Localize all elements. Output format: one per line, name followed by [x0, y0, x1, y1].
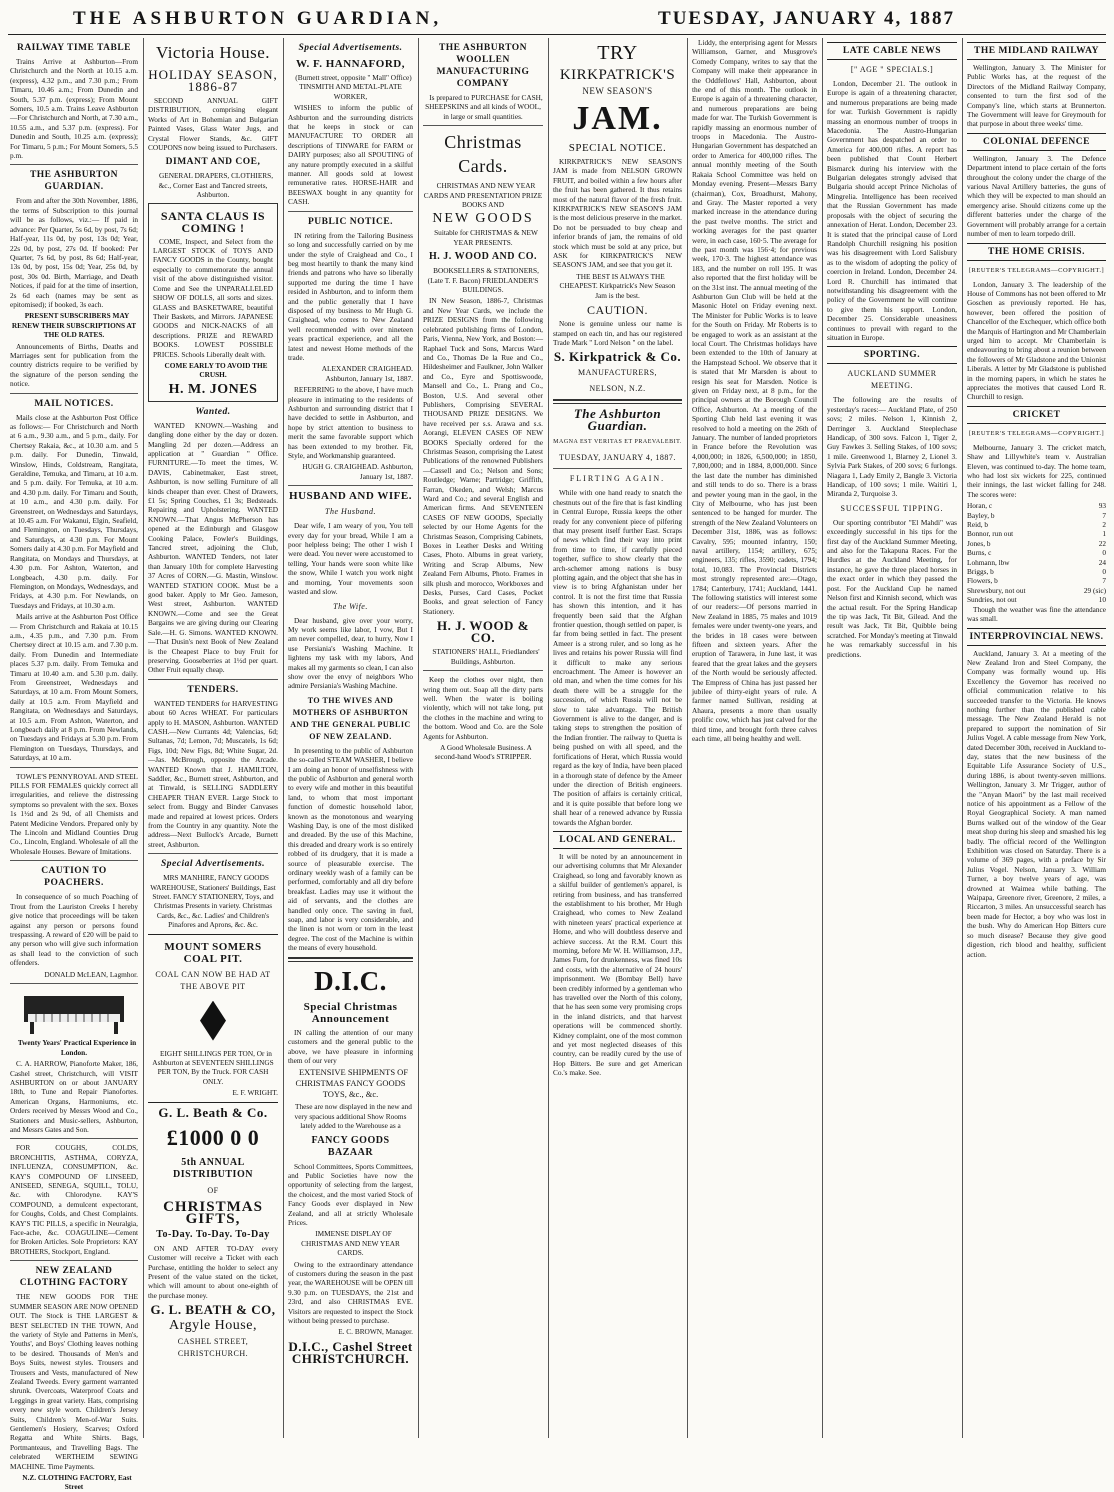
public-notice-signature: ALEXANDER CRAIGHEAD. Ashburton, January 1st, 1887.	[321, 364, 413, 383]
guardian-terms: From and after the 30th November, 1886, the terms of Subscription to this journal will be as follows, viz.:— If paid in advance: Per Quarter, 5s 6d, by post, 7s 6d; Half-year, 11s 0d, by post, 13s 0d; Year, 22s 0d, by post, 27s 0d. If booked: Per Quarter, 7s 6d, by post, 8s 6d; Half-year, 13s 0d, by post, 15s 0d; Year, 25s 0d, by post, 30s 0d. Birth, Marriage, and Death Notices, if paid for at the time of insertion, 2s 6d each (names may be sent as epitomised); if booked, 3s each.	[10, 196, 138, 309]
cards-suitable: Suitable for CHRISTMAS & NEW YEAR PRESENTS.	[434, 228, 538, 247]
score-runs: 2	[1102, 520, 1106, 530]
beath-name: G. L. BEATH & CO,	[150, 1302, 276, 1318]
beath-gifts: CHRISTMAS GIFTS,	[163, 1198, 263, 1227]
paper-date: TUESDAY, JANUARY 4, 1887.	[559, 453, 676, 463]
masthead-title: THE ASHBURTON GUARDIAN,	[72, 8, 443, 29]
hannaford-name: W. F. HANNAFORD,	[296, 58, 405, 70]
divider	[148, 853, 278, 854]
home-heading: THE HOME CRISIS.	[988, 246, 1085, 257]
home-heading-box	[967, 243, 1106, 261]
wife-sub: The Wife.	[333, 601, 368, 611]
manufacturers-label: MANUFACTURERS,	[577, 368, 658, 378]
score-row	[967, 595, 1106, 604]
husband-sub: The Husband.	[325, 507, 376, 517]
santa-crush: COME EARLY TO AVOID THE CRUSH.	[164, 360, 268, 380]
sporting-heading-box	[827, 346, 957, 364]
caution-text: None is genuine unless our name is stamped on each tin, and has our registered Trade Mark " Lord Nelson " on the label.	[553, 319, 682, 347]
dic-footer: D.I.C., Cashel Street CHRISTCHURCH.	[288, 1338, 413, 1366]
piano-illustration	[10, 988, 138, 1036]
local-heading-box	[553, 831, 682, 849]
score-name: Jones, b	[967, 538, 991, 548]
sporting-sub: AUCKLAND SUMMER MEETING.	[847, 369, 937, 391]
dic-immense: IMMENSE DISPLAY OF CHRISTMAS AND NEW YEAR CARDS.	[301, 1229, 400, 1258]
referring-text: REFERRING to the above, I have much pleasure in intimating to the residents of Ashburton and surrounding district that I have decided to settle in Ashburton, and hope by strict attention to business to merit the same favorable support which has been extended to my brother. Fit, Style, and Workmanship guaranteed.	[288, 385, 413, 461]
coal-diamond-icon	[200, 1001, 226, 1041]
towle-advert: TOWLE'S PENNYROYAL AND STEEL PILLS FOR FEMALES quickly correct all irregularities, and relieve the distressing symptoms so prevalent with the sex. Boxes 1s 1½d and 2s 9d, of all Chemists and Patent Medicine Vendors. Prepared only by The Lincoln and Midland Counties Drug Co., Lincoln, England. Wholesale of all the Wholesale Houses. Beware of Imitations.	[10, 771, 138, 856]
midland-heading: THE MIDLAND RAILWAY	[974, 46, 1099, 56]
column-7	[827, 38, 957, 1438]
cards-new-goods: NEW GOODS	[432, 211, 534, 227]
score-name: Sundries, not out	[967, 595, 1017, 605]
score-name: Lohmann, lbw	[967, 557, 1010, 567]
score-row	[967, 539, 1106, 548]
column-1	[10, 38, 138, 1492]
woollen-title: THE ASHBURTON WOOLLEN MANUFACTURING COMPANY	[436, 43, 530, 89]
dic-special: Special Christmas Announcement	[303, 1000, 398, 1025]
score-name: Briggs, b	[967, 567, 994, 577]
score-name: Reid, b	[967, 520, 989, 530]
beath-annual: 5th ANNUAL DISTRIBUTION	[173, 1156, 253, 1180]
score-name: Shrewsbury, not out	[967, 585, 1026, 595]
score-row	[967, 529, 1106, 538]
score-runs: 24	[1098, 557, 1106, 567]
husband-heading: HUSBAND AND WIFE.	[289, 490, 412, 503]
cricket-heading: CRICKET	[1012, 409, 1061, 420]
guardian-heading: THE ASHBURTON GUARDIAN.	[29, 170, 119, 193]
clothing-text: THE NEW GOODS FOR THE SUMMER SEASON ARE NOW OPENED OUT. The Stock is THE LARGEST & BEST SELECTED IN THE TOWN, And the variety of Style and Patterns in Men's, Youths', and Boys' Clothing leaves nothing to be desired. Thousands of Men's and Boys Suits, newest styles. Trousers and Trousers and Vests, manufactured of New Zealand Tweeds. Every garment warranted shrunk. Overcoats, Waterproof Coats and Leggings in great variety. Hats, comprising every new style worn. Children's Jersey Suits, Children's Men-of-War Suits. Gentlemen's Hosiery, Scarves; Oxford Regatta and White Shirts. Bags, Portmanteaus, and Travelling Bags. The celebrated WERTHEIM SEWING MACHINE. Time Payments.	[10, 1292, 138, 1471]
midland-heading-box	[967, 42, 1106, 60]
diment-sub: GENERAL DRAPERS, CLOTHIERS, &c., Corner East and Tancred streets, Ashburton.	[158, 171, 274, 200]
piano-caption: Twenty Years' Practical Experience in London.	[17, 1038, 137, 1057]
coalpit-title: MOUNT SOMERS COAL PIT.	[164, 940, 262, 965]
divider	[10, 393, 138, 394]
column-rule	[418, 38, 419, 1438]
divider	[553, 399, 682, 404]
dic-title: D.I.C.	[314, 965, 387, 996]
beath-text: ON AND AFTER TO-DAY every Customer will receive a Ticket with each Purchase, entitling the holder to select any Present of the value stated on the ticket, which will amount to about one-eighth of the purchase money.	[148, 1243, 278, 1300]
score-runs: 7	[1102, 510, 1106, 520]
column-3	[288, 38, 413, 1438]
score-runs: 22	[1098, 538, 1106, 548]
directions-text: Keep the clothes over night, then wring them out. Soap all the dirty parts well. When the water is boiling violently, which will not take long, put the clothes in the machine and wring to the bottom. Wood and Co. are the Sole Agents for Ashburton.	[423, 675, 543, 741]
beath-amount: £1000 0 0	[166, 1124, 260, 1150]
home-sub: [REUTER'S TELEGRAMS—COPYRIGHT.]	[968, 266, 1105, 274]
column-rule	[143, 38, 144, 1438]
ads-footer: A Good Wholesale Business. A second-hand Wood's STRIPPER.	[434, 742, 532, 762]
score-row	[967, 576, 1106, 585]
sporting-heading: SPORTING.	[863, 350, 921, 361]
wives-text: In presenting to the public of Ashburton the so-called STEAM WASHER, I believe I am doing an honor of unselfishness with the public of Ashburton and general worth to every wife and mother in this beautiful land, to whom that most important function of domestic household labor, known as the monotonous and wearying Washing Day, is one of the most disliked and dreaded. By the use of this Machine, this dreaded and dreary work is so entirely robbed of its drudgery, that it is made a source of pleasurable exercise. The ordinary weekly wash of a family can be performed, comfortably and all dry before breakfast. Ladies may use it without the aid of servants, and the clothes are handled only once. The saving in fuel, soap, and labor is very considerable, and the linen is not worn or torn in the least degree. The cost of the Machine is within the means of every household.	[288, 745, 413, 953]
colonial-heading: COLONIAL DEFENCE	[983, 136, 1090, 147]
jones-name: H. M. JONES	[168, 381, 258, 397]
special-notice-heading: SPECIAL NOTICE.	[568, 142, 667, 154]
score-name: Bonnor, run out	[967, 529, 1014, 539]
woollen-text: Is prepared to PURCHASE for CASH, SHEEPSKINS and all kinds of WOOL, in large or small quantities.	[425, 93, 543, 121]
column-6	[692, 38, 817, 1438]
dic-bazaar: FANCY GOODS BAZAAR	[311, 1134, 390, 1158]
holiday-season-title: HOLIDAY SEASON, 1886-87	[148, 67, 278, 94]
argyle-address: CASHEL STREET, CHRISTCHURCH.	[177, 1337, 249, 1359]
mails-arrive-text: Mails arrive at the Ashburton Post Office— From Christchurch and Rakaia at 10.15 a.m., 4.35 p.m., and 7.30 p.m. From Chertsey direct at 10.15 a.m. and 7.30 p.m. daily. From Dunedin and Intermediate places 5.37 p.m. daily. From Temuka and Timaru at 10.40 a.m. and 5.30 p.m. daily. From Greenstreet, Wednesdays and Saturdays, at 10 a.m. From Mount Somers, daily at 10.5 a.m. From Mayfield and Rangitata, on Wednesdays and Saturdays, at 10.5 a.m. From Ashton, Waterton, and Longbeach daily at 8 p.m. From Newlands, on Tuesdays and Fridays at 5.30 p.m. From Flemington on Tuesdays, Thursdays, and Saturdays, at 10 a.m.	[10, 612, 138, 763]
divider	[288, 957, 413, 962]
beath-of: OF	[207, 1185, 219, 1195]
victoria-house-title: Victoria House.	[155, 43, 271, 62]
divider	[10, 1260, 138, 1261]
mail-heading: MAIL NOTICES.	[34, 398, 114, 409]
announcements-text: Announcements of Births, Deaths and Marriages sent for publication from the country districts require to be verified by the signature of the person sending the notice.	[10, 341, 138, 389]
editorial-text: While with one hand ready to snatch the chestnuts out of the fire that is fast kindling in Central Europe, Russia keeps the other ready for any convenient piece of pilfering that may present itself further East. Scraps of news which find their way into print from time to time, if carefully pieced together, suffice to show clearly that the arch-schemer among nations is busy plotting again, and the object that she has in view is to bring Afghanistan under her control. It is not the first time that Russia has shown this intention, and it has frequently been said that the Afghan frontier question, though settled on paper, is far from being settled in fact. The present Ameer is a strong ruler, and so long as he lives and retains his power Russia will find it difficult to make any serious encroachment. The Ameer is however an old man, and when the time comes for his death there will be a struggle for the succession, of which Russia will not be slow to take advantage. The British Government is alive to the danger, and is taking steps to strengthen the position of the Indian frontier. The railway to Quetta is being pushed on with all speed, and the fortifications of Herat, which Russia would regard as the key of India, have been placed in a thorough state of defence by the Ameer under the direction of British engineers. The position of affairs is certainly critical, and it is quite possible that before long we shall hear of a renewed advance by Russia towards the Afghan border.	[553, 488, 682, 827]
cable-sub: [" AGE " SPECIALS.]	[850, 65, 934, 74]
home-text: London, January 3. The leadership of the House of Commons has not been offered to Mr Goschen as previously reported. He has, however, been offered the position of Chancellor of the Exchequer, which office both the Marquis of Hartington and Mr Chamberlain urged him to accept. Mr Chamberlain is endeavouring to bring about a reunion between the followers of Mr Gladstone and the Unionist Liberals. A letter by Mr Gladstone is published in the morning papers, in which he states he appreciates the motives that caused Lord R. Churchill to resign.	[967, 279, 1107, 402]
harrow-advert: C. A. HARROW, Pianoforte Maker, 186, Cashel street, Christchurch, will VISIT ASHBURTON on or about JANUARY 18th, to Tune and Repair Pianofortes. American Organs, Harmoniums, etc. Orders received by Messrs Wood and Co., Stationers and Music-sellers, Ashburton, and Messrs Gates and Son.	[10, 1059, 138, 1134]
santa-text: COME, Inspect, and Select from the LARGEST STOCK of TOYS AND FANCY GOODS in the County, bought especially to commemorate the annual visit of the above distinguished visitor. Come and See the UNPARALLELED SHOW OF DOLLS, all sorts and sizes. GLASS and BASKETWARE, beautiful Their Baskets, and Mirrors. JAPANESE GOODS and NICK-NACKS of all descriptions. PRIZE and REWARD BOOKS. LOWEST POSSIBLE PRICES. Schools Liberally dealt with.	[153, 236, 273, 359]
score-name: Horan, c	[967, 501, 993, 511]
score-name: Bayley, b	[967, 510, 995, 520]
inter-text: Auckland, January 3. At a meeting of the New Zealand Iron and Steel Company, the Company was formally wound up. His Excellency the Governor has received no official communication relative to his succeeded transfer to the Victoria. He knows nothing further than the published cable message. The New Zealand Herald is not prepared to support the nomination of Sir Julius Vogel. A cable message from New York, dated December 30th, received in Auckland to-day, states that the new business of the Equitable Life Assurance Society of U.S., during 1886, is about twenty-seven millions. Wellington, January 3. Mr Trigger, author of the "Anyan Maori" by the last mail received notice of his appointment as a Fellow of the Royal Geographical Society. A man named Burns walked out of the window of the Gear meat shop during his sleep and smashed his leg badly. The official record of the Wellington Exhibition was closed on Saturday. There is a volume of 369 pages, with a preface by Sir Julius Vogel. Nelson, January 3. William Turner, a boy twelve years of age, was drowned at Waimea while bathing. The Waipapa, Greenore river, Greenore, 2 miles, a Riccarton, 3 miles. An unsuccessful search has been made for Hector, a boy who was lost in the bush. Why do American Hop Bitters cure so much disease? Because they give good digestion, rich blood and healthy, sufficient action.	[967, 648, 1106, 959]
kirkpatrick-heading: KIRKPATRICK'S	[559, 67, 676, 83]
wanted-text: WANTED KNOWN.—Washing and dangling done either by the day or dozen. Mangling 2d per dozen.—Address an application at " Guardian " Office. FURNITURE.—To meet the times, W. DAVIS, Cabinetmaker, East street, Ashburton, is now selling Furniture of all kinds cheaper than ever. Chest of Drawers, £1 5s; Spring Couches, £1 3s; Bedsteads. Repairing and Upholstering. WANTED KNOWN.—That Angus McPherson has opened at the Edinburgh and Glasgow Cooking Palace, Fowler's Buildings, Tancred street, adjoining the Club, Ashburton. WANTED Tenders, not later than January 10th for complete Harvesting 37 Acres of CORN.—G. Mastin, Winslow. WANTED STATION COOK. Must be a good baker. Apply to Mr Geo. Jameson, West street, Ashburton. WANTED KNOWN.—Come and see the Great Bargains we are giving during our Clearing Sale.—H. G. Simons. WANTED KNOWN.—That Dusin's next Book of New Zealand is the Cheapest Place to buy Fruit for preserving. Gooseberries at 1½d per quart. Other Fruit equally cheap.	[148, 420, 278, 675]
inter-heading: INTERPROVINCIAL NEWS.	[969, 631, 1104, 642]
tenders-text: WANTED TENDERS for HARVESTING about 60 Acres WHEAT. For particulars apply to H. MASON, Ashburton. WANTED CASH.—New Currants 4d; Valencias, 6d; Sultanas, 7d; Lemon, 7d; Muscatels, 1s 6d; Figs, 10d; New Figs, 8d; White Sugar, 2d.—Jas. McBrough, opposite the Arcade. WANTED Known that J. HAMILTON, Saddler, &c., Burnett street, Ashburton, and at Tinwald, is SELLING SADDLERY CHEAPER THAN EVER. Large Stock to select from. Buggy and Binder Canvases made and repaired at lowest prices. Orders from the Country in any quantity. Note the address—Next Bullock's Arcade, Burnett street, Ashburton.	[148, 698, 278, 849]
dic-text: IN calling the attention of our many customers and the general public to the above, we have pleasure in informing them of our very	[288, 1027, 413, 1065]
cricket-text: Melbourne, January 3. The cricket match, Shaw and Lillywhite's team v. Australian Eleven, was continued to-day. The home team, who had lost six wickets for 225, continued their innings, the last wicket falling for 248. The scores were:	[967, 442, 1106, 499]
masthead-date: TUESDAY, JANUARY 4, 1887	[658, 8, 956, 29]
wife-poem: Dear husband, give over your worry, My work seems like labor, I vow, But I am never compelled, dear, to hurry, Now I use Persiania's Washing Machine. It lightens my task with my labors, And makes all my garments so clean, I can also show over the envy of neighbors Who admire Persiania's Washing Machine.	[288, 615, 413, 691]
subscribers-notice: PRESENT SUBSCRIBERS MAY RENEW THEIR SUBSCRIPTIONS AT THE OLD RATES.	[11, 311, 137, 340]
divider	[148, 679, 278, 680]
special-heading-2: Special Advertisements.	[160, 859, 266, 870]
santa-title: SANTA CLAUS IS COMING !	[160, 208, 266, 235]
score-row	[967, 586, 1106, 595]
cable-heading-box	[827, 42, 957, 60]
tipping-text: Our sporting contributor "El Mahdi" was exceedingly successful in his tips for the first day of the Auckland Summer Meeting, and also for the Takapuna Races. For the Hurdles at the Auckland Meeting, for instance, he gave the three placed horses in the exact order in which they passed the post. For the Auckland Cup he named Nelson first and Kinnish second, which was the actual result. For the Spring Handicap the tip was Jack, Tit Bit, Gilead. And the result was Jack, Tit Bit, Quibble being scratched. For Monday's meeting at Tinwald he was remarkably successful in his predictions.	[827, 517, 957, 659]
midland-text: Wellington, January 3. The Minister for Public Works has, at the request of the Directors of the Midland Railway Company, consented to turn the first sod of the Company's line, which starts at Brunnerton. The Government will leave for Greymouth for that purpose in about three weeks' time.	[967, 63, 1106, 129]
column-rule	[548, 38, 549, 1438]
tipping-heading: SUCCESSFUL TIPPING.	[840, 503, 944, 513]
dic-display: These are now displayed in the new and very spacious additional Show Rooms lately added to the Warehouse as a	[294, 1102, 412, 1131]
score-runs: 29 (sic)	[1083, 585, 1106, 595]
divider	[288, 485, 413, 486]
manhire-advert: MRS MANHIRE, FANCY GOODS WAREHOUSE, Stationers' Buildings, East Street. FANCY STATIONERY, Toys, and Christmas Presents in variety. Christmas Cards, &c., &c. Ladies' and Children's Pinafores and Aprons, &c. &c.	[150, 873, 276, 930]
divider	[553, 468, 682, 469]
wanted-heading: Wanted.	[195, 406, 231, 417]
mail-text: Mails close at the Ashburton Post Office as follows:— For Christchurch and North at 6 a.m., 9.30 a.m., and 5 p.m., daily. For Chertsey Rakaia, &c., at 10.30 a.m. and 5 p.m. daily. For Dunedin, Tinwald, Winslow, Hinds, Coldstream, Rangitata, Geraldine, Temuka, and Timaru, at 10 a.m. and 5 p.m. daily. For Temuka, at 10 a.m. and 4.30 p.m. daily. For Timaru and South, at 10 a.m., and 4.30 p.m. daily. For Greenstreet, on Wednesdays and Saturdays, at 10.45 a.m. For Wakanui, Elgin, Seafield, and Flemington, on Tuesdays, Thursdays, and Saturdays, at 4.30 p.m. For Mount Somers daily at 4.30 p.m. For Mayfield and Rangitata, on Mondays and Thursdays, at 4.30 p.m. For Ashton, Waterton, and Longbeach, 4.30 p.m. daily. For Flemington, on Mondays, Wednesdays, and Fridays, at 4.30 p.m. For Newlands, on Tuesdays and Fridays, at 10.30 a.m.	[10, 412, 138, 610]
score-runs: 10	[1098, 595, 1106, 605]
coughs-advert: FOR COUGHS, COLDS, BRONCHITIS, ASTHMA, CORYZA, INFLUENZA, CONSUMPTION, &c. KAY'S COMPOUND OF LINSEED, ANISEED, SENEGA, SQUILL, TOLU, &c. with Chlorodyne. KAY'S COMPOUND, a demulcent expectorant, for Coughs, Colds, and Chest Complaints. KAY'S TIC PILLS, a specific in Neuralgia, Face-ache, &c. COAGULINE—Cement for Broken Articles. Sole Proprietors: KAY BROTHERS, Stockport, England.	[10, 1143, 138, 1256]
cards-sub: CHRISTMAS AND NEW YEAR CARDS AND PRESENTATION PRIZE BOOKS AND	[423, 181, 543, 210]
jam-text: KIRKPATRICK'S NEW SEASON'S JAM is made from NELSON GROWN FRUIT, and boiled within a few hours after the fruit has been gathered. It thus retains most of the natural flavor of the fresh fruit. KIRKPATRICK'S NEW SEASON'S JAM is the most delicious preserve in the market. Do not be persuaded to buy cheap and inferior brands of jam, the remains of old stock which must be sold at any price, but ASK for KIRKPATRICK'S NEW SEASON'S JAM, and see that you get it.	[553, 157, 682, 270]
diment-name: DIMANT AND COE,	[165, 157, 261, 168]
best-text: THE BEST IS ALWAYS THE CHEAPEST. Kirkpatrick's New Season Jam is the best.	[559, 271, 676, 300]
guardian-motto: MAGNA EST VERITAS ET PRAEVALEBIT.	[553, 439, 682, 446]
local-heading: LOCAL AND GENERAL.	[559, 834, 676, 845]
score-runs: 93	[1098, 501, 1106, 511]
inter-heading-box	[967, 628, 1106, 646]
special-heading-3: Special Advertisements.	[298, 43, 403, 53]
cricket-heading-box	[967, 406, 1106, 424]
coalpit-price: EIGHT SHILLINGS PER TON, Or in Ashburton at SEVENTEEN SHILLINGS PER TON, By the Truck. FOR CASH ONLY.	[152, 1048, 274, 1086]
local-text: It will be noted by an announcement in our advertising columns that Mr Alexander Craighead, so long and favorably known as a skilful builder of gentlemen's apparel, is retiring from business, and has transferred the establishment to his brother, Mr Hugh Craighead, who comes to New Zealand with nineteen years' practical experience at Home, and who will doubtless deserve and achieve success. At the R.M. Court this morning, before Mr W. H. Williamson, J.P., James Furn, for drunkenness, was fined 10s and costs, with the alternative of 24 hours' imprisonment. We (Bombay Bell) have been credibly informed by a gentleman who has travelled over the North of this colony, that he has seen some very promising crops in the inland districts, and that harvest operations will be commenced shortly. Kidney complaint, one of the most common and yet most neglected diseases of this country, can be readily cured by the use of Hop Bitters. Be sure and get American Co.'s make. See.	[553, 851, 682, 1078]
beath-today: To-Day. To-Day. To-Day	[156, 1228, 270, 1240]
continued-news-text: Liddy, the enterprising agent for Messrs Williamson, Garner, and Musgrove's Comedy Company, writes to say that the Company will make their appearance in the Oddfellows' Hall, Ashburton, about the end of this month. The outlook in Europe is again of a threatening character, and numerous preparations are being made for war. The Turkish Government is rapidly massing an enormous number of troops in Macedonia. The Austro-Hungarian Government has despatched an order to America for 400,000 rifles. The annual monthly meeting of the South Rakaia School Committee was held on Monday evening. Present—Messrs Barry (chairman), Cox, Broadhurst, Mahony, and Gray. The Master reported a very marked increase in the attendance during the past twelve months. The strict and working averages for the past quarter were, in each case, 160·5. The average for the past month was 156·4; for previous week, 170·3. The highest attendance was 183, and the number on roll 195. It was also reported that the first holiday will be on the 31st inst. The annual meeting of the Ashburton Gun Club will be held at the Masonic Hotel on Friday evening next. The Minister for Public Works is to leave for the South on Friday. Mr Roberts is to be engaged to work as an assistant at the local Court. The Christmas holidays have been extended to the 10th of January at the Hampstead School. We observe that it is stated that Mr Marsden is about to resign his seat for Marsden. Notice is given on Friday next, at 8 p.m., for the principal owners at the Borough Council Office, Ashburton. At a meeting of the Sporting Club held last evening it was resolved to hold a meeting on the 26th of January. The number of landed proprietors in France before the Revolution was 4,000,000; in 1826, 6,500,000; in 1850, 7,800,000; and in 1884, 8,000,000. Since the last date the number has diminished and still tends to do so. There is a brass and pewter young man in the gaol, in the City of Melbourne, who has just been sentenced to be hanged for murder. The strength of the New Zealand Volunteers on December 31st, 1886, was as follows: Cavalry, 595; mounted infantry, 150; naval artillery, 1154; artillery, 675; engineers, 135; rifles, 3590; cadets, 1794; total, 10,083. The Provincial Districts most strongly represented are:—Otago, 1784; Canterbury, 1741; Auckland, 1441. The following statistics will interest some of our readers:—Of persons married in New Zealand in 1885, 75 males and 1019 females were under twenty-one years, and the brides in 18 cases were between fifteen and sixteen years. After the eruption of Tarawera, in June last, it was feared that the great lakes and the geysers of the North would be seriously affected. The Empress of China has just passed her jubilee of thirty-eight years of rule. A farmer named Sullivan, residing at Ahaura, presents a more than usually prolific cow, which has just calved for the third time, and brought forth three calves each time, all being healthy and well.	[692, 38, 817, 744]
column-rule	[822, 38, 823, 1438]
poachers-text: In consequence of so much Poaching of Trout from the Lauriston Creeks I hereby give notice that proceedings will be taken against any person or persons found trespassing. A reward of £20 will be paid to any person who will give such information as shall lead to the conviction of such offenders.	[10, 892, 138, 968]
cricket-footer: Though the weather was fine the attendance was small.	[967, 604, 1106, 624]
divider	[288, 211, 413, 212]
holiday-text: SECOND ANNUAL GIFT DISTRIBUTION, comprising elegant Works of Art in Bohemian and Bulgarian Painted Vases, Glass Water Jugs, and Crystal Flower Stands, &c. GIFT COUPONS now being issued to Purchasers.	[148, 96, 278, 153]
skirkpatrick-name: S. Kirkpatrick & Co.	[553, 349, 682, 365]
wood-sub: BOOKSELLERS & STATIONERS, (Late T. F. Bacon) FRIEDLANDER'S BUILDINGS.	[427, 266, 539, 295]
score-runs: 1	[1102, 529, 1106, 539]
poachers-signature: DONALD McLEAN, Lagmhor.	[44, 969, 138, 979]
score-row	[967, 558, 1106, 567]
caution-heading: CAUTION.	[587, 303, 648, 318]
column-5	[553, 38, 682, 1438]
railway-text: Trains Arrive at Ashburton—From Christchurch and the North at 10.15 a.m. (express), 4.32 p.m., and 7.30 p.m.; From Timaru, 10.46 a.m.; From Dunedin and South, 5.37 p.m. (express); From Mount Somers, 10.5 a.m. Trains Leave Ashburton—For Christchurch and North, at 7.30 a.m., 10.55 a.m., and 5.37 p.m. (express). For Dunedin and South, 10.25 a.m. (express); For Timaru, 5 p.m.; For Mount Somers, 5.5 p.m.	[10, 57, 138, 161]
dic-owing: Owing to the extraordinary attendance of customers during the season in the past year, the WAREHOUSE will be OPEN till 9.30 p.m. on TUESDAYS, the 21st and 23rd, and also CHRISTMAS EVE. Visitors are requested to inspect the Stock without being pressed to purchase.	[288, 1259, 413, 1326]
poachers-heading: CAUTION TO POACHERS.	[41, 866, 107, 889]
nelson-label: NELSON, N.Z.	[589, 384, 646, 394]
coalpit-advert	[148, 934, 278, 1103]
hannaford-sub: (Burnett street, opposite " Mall" Office) TINSMITH AND METAL-PLATE WORKER,	[295, 73, 412, 101]
argyle-name: Argyle House,	[169, 1318, 257, 1334]
public-notice-heading: PUBLIC NOTICE.	[307, 216, 394, 227]
jam-title: JAM.	[572, 100, 663, 137]
score-runs: 0	[1102, 548, 1106, 558]
score-row	[967, 567, 1106, 576]
column-rule	[283, 38, 284, 1438]
santa-advert	[148, 203, 278, 402]
column-4	[423, 38, 543, 1438]
editorial-heading: FLIRTING AGAIN.	[569, 474, 666, 484]
divider	[423, 670, 543, 671]
clothing-signature: N.Z. CLOTHING FACTORY, East Street	[22, 1473, 132, 1492]
dic-extensive: EXTENSIVE SHIPMENTS OF CHRISTMAS FANCY GOODS TOYS, &c., &c.	[295, 1067, 409, 1100]
hannaford-text: WISHES to inform the public of Ashburton and the surrounding districts that he keeps in stock or can MANUFACTURE TO ORDER all descriptions of TINWARE for FARM or DAIRY purposes; also all SPOUTING of any nature promptly executed in a skilful manner. All goods sold at lowest remunerative rates. HORSE-HAIR and BEESWAX bought in any quantity for CASH.	[288, 103, 413, 207]
sporting-text: The following are the results of yesterday's races:— Auckland Plate, of 250 sovs; 2 miles. Nelson 1, Kinnish 2, Derringer 3. Auckland Steeplechase Handicap, of 300 sovs. Falcon 1, Tiger 2, Guy Fawkes 3. Selling Stakes, of 100 sovs; 1 mile. Greenwood 1, Blarney 2, Lionel 3. Sylvia Park Stakes, of 200 sovs; 6 furlongs. Niagara 1, Lady Emily 2, Bangle 3. Victoria Handicap, of 100 sovs; 1 mile. Waitiri 1, Miranda 2, Turquoise 3.	[827, 395, 957, 499]
score-runs: 0	[1102, 567, 1106, 577]
wood-name: H. J. WOOD AND CO.	[429, 251, 537, 263]
masthead	[8, 4, 1106, 35]
score-name: Flowers, b	[967, 576, 998, 586]
try-heading: TRY	[597, 42, 638, 64]
coalpit-sub: COAL CAN NOW BE HAD AT THE ABOVE PIT	[155, 969, 271, 991]
wives-heading: TO THE WIVES AND MOTHERS OF ASHBURTON AND THE GENERAL PUBLIC OF NEW ZEALAND.	[290, 695, 411, 741]
coalpit-signature: E. F. WRIGHT.	[232, 1088, 278, 1098]
score-row	[967, 548, 1106, 557]
column-8	[967, 38, 1106, 1438]
public-notice-text: IN retiring from the Tailoring Business so long and successfully carried on by me under the style of Craighead and Co., I beg most heartily to thank the many kind friends and patrons who have so liberally supported me during the time I have resided in Ashburton, and to inform them and the public generally that I have disposed of my business to Mr Hugh G. Craighead, who comes to New Zealand well recommended with over nineteen years practical experience, and all the latest and newest Home methods of the trade.	[288, 230, 413, 362]
beath-title: G. L. Beath & Co.	[158, 1104, 268, 1120]
colonial-heading-box	[967, 133, 1106, 151]
wood-footer: H. J. WOOD & CO.	[436, 618, 530, 646]
divider	[10, 860, 138, 861]
tenders-heading: TENDERS.	[187, 684, 239, 695]
score-name: Burns, c	[967, 548, 992, 558]
dic-school: School Committees, Sports Committees, and Public Societies have now the opportunity of selecting from the largest, the choicest, and the most varied Stock of Fancy Goods ever displayed in New Zealand, and all at strictly Wholesale Prices.	[288, 1161, 413, 1227]
husband-poem: Dear wife, I am weary of you, You tell every day for your bread, While I am a poor helpless being; The other I wish I were dead. You never were accustomed to telling, Your hands were soon white like the snow, While I watch you work night and morning, Your movements soon wasted and slow.	[288, 521, 413, 597]
column-rule	[962, 38, 963, 1438]
score-row	[967, 520, 1106, 529]
divider	[10, 767, 138, 768]
dic-signature: E. C. BROWN, Manager.	[338, 1327, 413, 1337]
score-runs: 7	[1102, 576, 1106, 586]
score-row	[967, 511, 1106, 520]
divider	[10, 1138, 138, 1139]
score-row	[967, 501, 1106, 510]
colonial-text: Wellington, January 3. The Defence Department intend to place certain of the forts throughout the colony under the charge of the various Naval Artillery batteries, the guns of which they will be expected to man should an emergency arise. Should citizens come up the different batteries under the charge of the Government will probably arrange for a certain number of men to learn torpedo drill.	[967, 153, 1106, 239]
referring-signature: HUGH G. CRAIGHEAD. Ashburton, January 1st, 1887.	[302, 462, 413, 481]
column-2	[148, 38, 278, 1438]
clothing-heading: NEW ZEALAND CLOTHING FACTORY	[19, 1266, 129, 1289]
divider	[423, 125, 543, 126]
guardian-masthead: The Ashburton Guardian.	[573, 406, 662, 434]
cable-text: London, December 21. The outlook in Europe is again of a threatening character, and numerous preparations are being made for war. Turkish Government is rapidly massing an enormous number of troops in Macedonia. The Austro-Hungarian Government has despatched an order to America for 400,000 rifles. A report has been published that Count Herbert Bismarck during his interview with the Bulgarian delegates strongly advised that Bulgaria should accept Prince Nicholas of Mingrelia. Intelligence has been received that the Russian Government has made proposals with the object of securing the annexation of Herat. London, December 23. It is stated that the principal cause of Lord Randolph Churchill resigning his position was his disagreement with Lord Salisbury as to the wisdom of adopting the policy of coercion in Ireland. London, December 24. Lord R. Churchill has intimated that notwithstanding his disagreement with the policy of the Government he will continue to give them his support. London, December 25. Considerable uneasiness continues to prevail with regard to the situation in Europe.	[827, 79, 957, 342]
divider	[10, 983, 138, 984]
cricket-sub: [REUTER'S TELEGRAMS—COPYRIGHT.]	[968, 429, 1105, 437]
cable-heading: LATE CABLE NEWS	[842, 46, 942, 56]
wood-footer-sub: STATIONERS' HALL, Friedlanders' Buildings, Ashburton.	[432, 647, 540, 666]
divider	[10, 164, 138, 165]
new-season-heading: NEW SEASON'S	[582, 86, 653, 96]
wood-text: IN New Season, 1886-7, Christmas and New Year Cards, we include the PRIZE DESIGNS from the following celebrated publishing firms of London, Paris, Vienna, New York, and Boston:—Raphael Tuck and Sons, Marcus Ward and Co., Thomas De la Rue and Co., Hildesheimer and Faulkner, John Walker and Co., Eyre and Spottiswoode, Mansell and Co., L. Prang and Co., Boston, U.S. And several other Publishers, Comprising SEVERAL THOUSAND PRIZE DESIGNS. We have received per s.s. Arawa and s.s. Aorangi, ELEVEN CASES OF NEW BOOKS Specially ordered for the Christmas Season, comprising the Latest Publications of the renowned Publishers—Cassell and Co.; Nelson and Sons; Routledge; Warne; Partridge; Griffith, Farran, Okeden, and Welsh; Marcus Ward and Co.; and several English and American firms. And SEVENTEEN CASES OF NEW GOODS, Specially selected by our Home Agents for the Christmas Season, Comprising Cabinets, Boxes in Leather Desks and Writing Cases, Photo. Albums in great variety, Writing and Scrap Albums, New Zealand Fern Albums, Photo. Frames in silk plush and morocco, Workboxes and Desks, Purses, Card Cases, Pocket Books, and great selection of Fancy Stationery.	[423, 296, 543, 616]
cards-title: Christmas Cards.	[444, 132, 522, 177]
cricket-scores	[967, 501, 1106, 604]
railway-heading: RAILWAY TIME TABLE	[16, 43, 132, 53]
column-rule	[687, 38, 688, 1438]
